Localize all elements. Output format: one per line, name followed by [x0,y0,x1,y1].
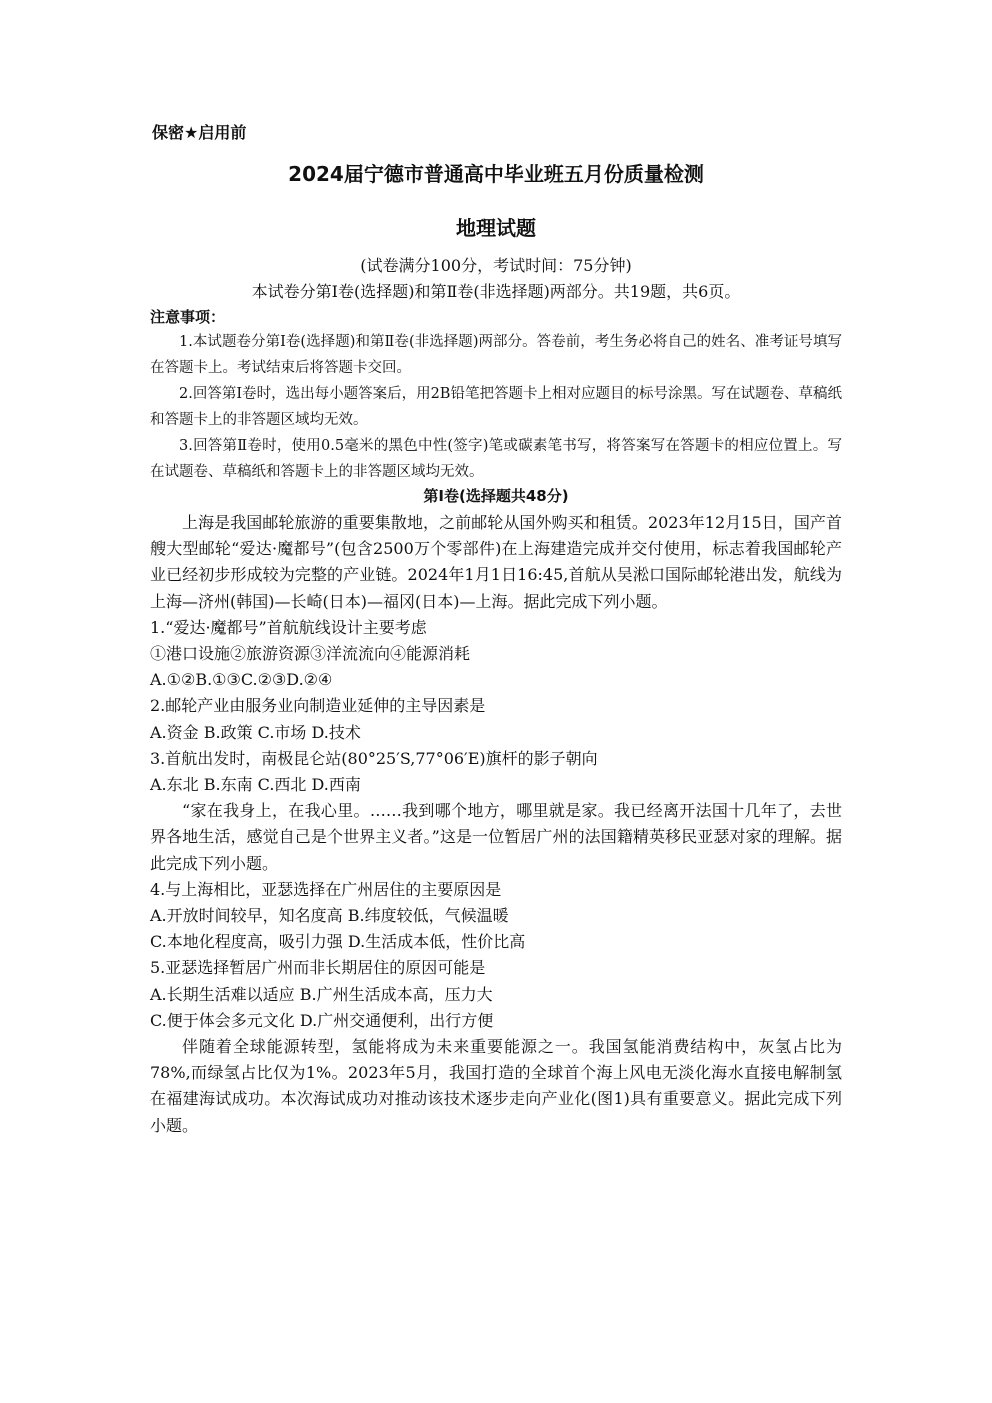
question-2-options: A.资金 B.政策 C.市场 D.技术 [150,722,361,742]
question-5-options-line-1: A.长期生活难以适应 B.广州生活成本高，压力大 [150,984,493,1004]
passage-hydrogen: 伴随着全球能源转型，氢能将成为未来重要能源之一。我国氢能消费结构中，灰氢占比为78%,而绿氢占比仅为1%。2023年5月，我国打造的全球首个海上风电无淡化海水直接电解制氢在福建海试成功。本次海试成功对推动该技术逐步走向产业化(图1)具有重要意义。据此完成下列小题。 [150,1037,842,1135]
question-4-options-line-2: C.本地化程度高，吸引力强 D.生活成本低，性价比高 [150,932,526,952]
notice-item: 3.回答第Ⅱ卷时，使用0.5毫米的黑色中性(签字)笔或碳素笔书写，将答案写在答题卡的相应位置上。写在试题卷、草稿纸和答题卡上的非答题区域均无效。 [150,438,842,480]
question-1-items: ①港口设施②旅游资源③洋流流向④能源消耗 [150,644,471,664]
question-4-options-line-1: A.开放时间较早，知名度高 B.纬度较低，气候温暖 [150,906,509,926]
question-1-options: A.①②B.①③C.②③D.②④ [150,670,333,690]
notice-heading: 注意事项： [150,308,226,326]
question-content [150,510,842,1139]
notice-item: 2.回答第Ⅰ卷时，选出每小题答案后，用2B铅笔把答题卡上相对应题目的标号涂黑。写在试题卷、草稿纸和答题卡上的非答题区域均无效。 [150,386,842,428]
question-2-stem: 2.邮轮产业由服务业向制造业延伸的主导因素是 [150,696,486,716]
question-5-options-line-2: C.便于体会多元文化 D.广州交通便利，出行方便 [150,1010,494,1030]
exam-title: 2024届宁德市普通高中毕业班五月份质量检测 [288,162,704,186]
question-1-stem: 1.“爱达·魔都号”首航航线设计主要考虑 [150,617,427,637]
exam-structure: 本试卷分第Ⅰ卷(选择题)和第Ⅱ卷(非选择题)两部分。共19题，共6页。 [251,282,741,301]
exam-info: (试卷满分100分，考试时间：75分钟) [360,256,632,275]
section-heading: 第Ⅰ卷(选择题共48分) [423,487,569,505]
passage-cruise: 上海是我国邮轮旅游的重要集散地，之前邮轮从国外购买和租赁。2023年12月15日，国产首艘大型邮轮“爱达·魔都号”(包含2500万个零部件)在上海建造完成并交付使用，标志着我国邮轮产业已经初步形成较为完整的产业链。2024年1月1日16:45,首航从吴淞口国际邮轮港出发，航线为上海—济州(韩国)—长崎(日本)—福冈(日本)—上海。据此完成下列小题。 [150,513,842,611]
confidential-mark: 保密★启用前 [152,123,247,142]
notice-list [150,329,842,485]
question-3-stem: 3.首航出发时，南极昆仑站(80°25′S,77°06′E)旗杆的影子朝向 [150,748,598,768]
notice-item: 1.本试题卷分第Ⅰ卷(选择题)和第Ⅱ卷(非选择题)两部分。答卷前，考生务必将自己的姓名、准考证号填写在答题卡上。考试结束后将答题卡交回。 [150,334,842,376]
question-5-stem: 5.亚瑟选择暂居广州而非长期居住的原因可能是 [150,958,486,978]
question-4-stem: 4.与上海相比，亚瑟选择在广州居住的主要原因是 [150,879,502,899]
subject-title: 地理试题 [456,216,536,240]
passage-migrant: “家在我身上，在我心里。……我到哪个地方，哪里就是家。我已经离开法国十几年了，去世界各地生活，感觉自己是个世界主义者。”这是一位暂居广州的法国籍精英移民亚瑟对家的理解。据此完成下列小题。 [150,801,842,873]
question-3-options: A.东北 B.东南 C.西北 D.西南 [150,775,361,795]
